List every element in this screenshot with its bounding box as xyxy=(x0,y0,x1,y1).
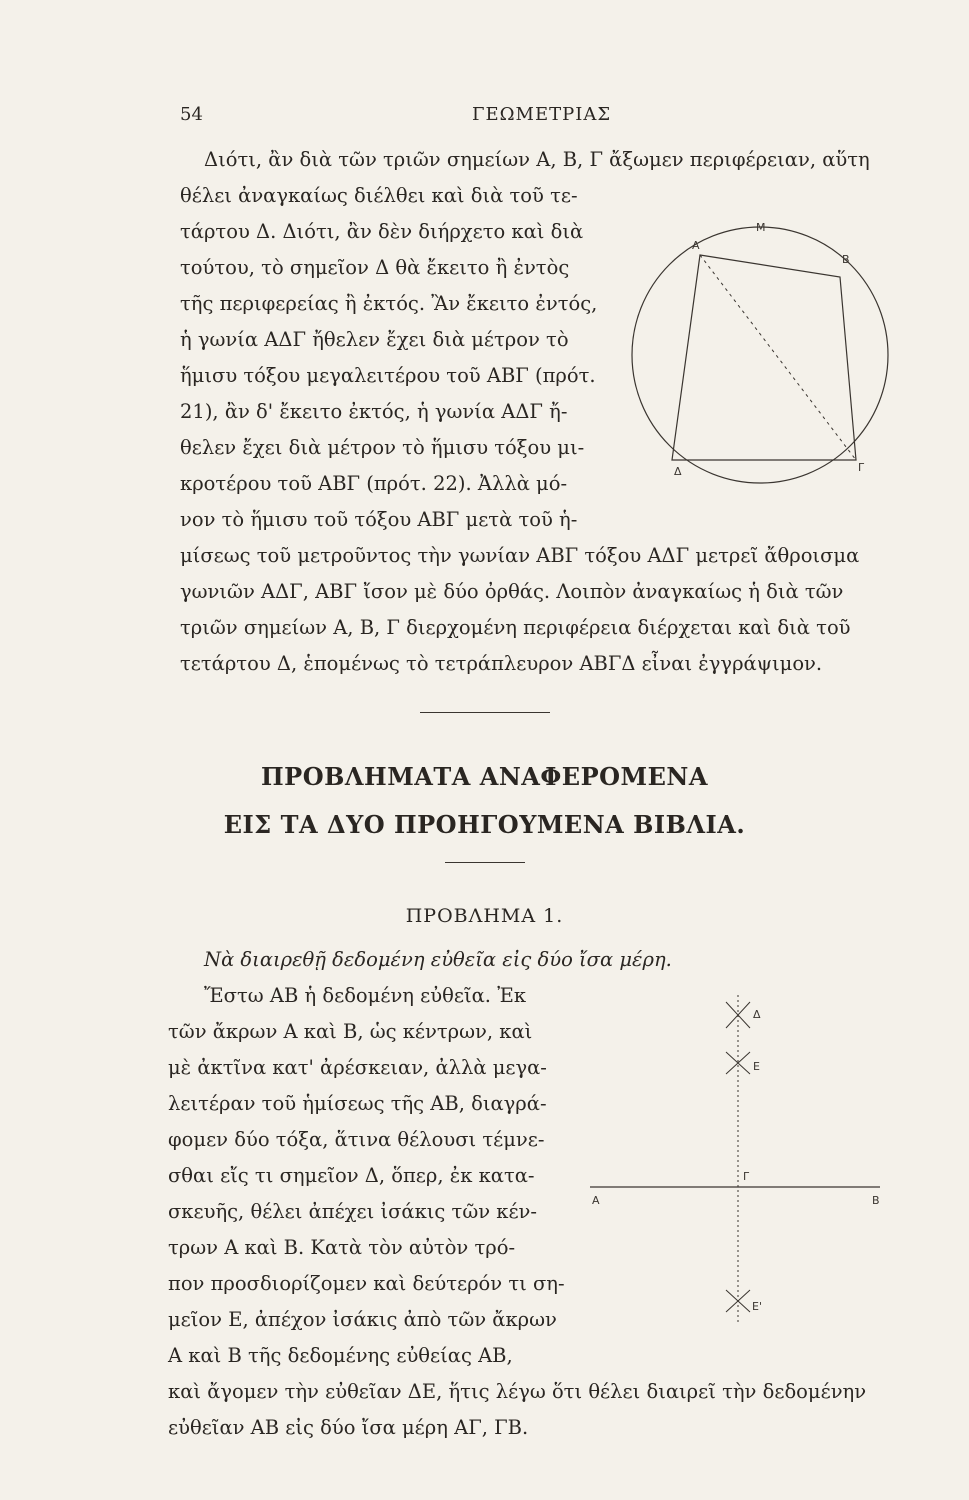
text-line: γωνιῶν ΑΔΓ, ΑΒΓ ἴσον μὲ δύο ὀρθάς. Λοιπὸν ἀναγκαίως ἡ διὰ τῶν xyxy=(180,580,844,603)
section-title: ΠΡΟΒΛΗΜΑΤΑ ΑΝΑΦΕΡΟΜΕΝΑ xyxy=(261,762,708,791)
problem-heading: ΠΡΟΒΛΗΜΑ 1. xyxy=(405,905,564,927)
quadrilateral-shape xyxy=(672,255,856,460)
fig2-label-b: Β xyxy=(872,1194,880,1207)
running-head: ΓΕΩΜΕΤΡΙΑΣ xyxy=(472,104,612,125)
text-line: 21), ἂν δ' ἔκειτο ἐκτός, ἡ γωνία ΑΔΓ ἤ- xyxy=(180,400,568,423)
text-line: θέλει ἀναγκαίως διέλθει καὶ διὰ τοῦ τε- xyxy=(180,184,578,207)
text-line: μὲ ἀκτῖνα κατ' ἀρέσκειαν, ἀλλὰ μεγα- xyxy=(168,1056,547,1079)
fig2-label-e: Ε xyxy=(753,1060,760,1073)
page-number: 54 xyxy=(180,104,203,125)
fig2-label-g: Γ xyxy=(743,1170,750,1183)
text-line: Α καὶ Β τῆς δεδομένης εὐθείας ΑΒ, xyxy=(168,1344,513,1367)
fig1-label-a: Α xyxy=(692,239,700,252)
text-line: τάρτου Δ. Διότι, ἂν δὲν διήρχετο καὶ διὰ xyxy=(180,220,584,243)
section-subtitle: ΕΙΣ ΤΑ ΔΥΟ ΠΡΟΗΓΟΥΜΕΝΑ ΒΙΒΛΙΑ. xyxy=(223,810,746,839)
text-line: λειτέραν τοῦ ἡμίσεως τῆς ΑΒ, διαγρά- xyxy=(168,1092,547,1115)
text-line: μεῖον Ε, ἀπέχον ἰσάκις ἀπὸ τῶν ἄκρων xyxy=(168,1308,557,1331)
text-line: Ἔστω ΑΒ ἡ δεδομένη εὐθεῖα. Ἐκ xyxy=(204,984,527,1007)
text-line: πον προσδιορίζομεν καὶ δεύτερόν τι ση- xyxy=(168,1272,565,1295)
text-line: κροτέρου τοῦ ΑΒΓ (πρότ. 22). Ἀλλὰ μό- xyxy=(180,472,568,495)
fig1-label-g: Γ xyxy=(858,461,865,474)
text-line: τῶν ἄκρων Α καὶ Β, ὡς κέντρων, καὶ xyxy=(168,1020,533,1043)
text-line: εὐθεῖαν ΑΒ εἰς δύο ἴσα μέρη ΑΓ, ΓΒ. xyxy=(168,1416,529,1439)
fig2-label-a: Α xyxy=(592,1194,600,1207)
text-line: τῆς περιφερείας ἢ ἐκτός. Ἂν ἔκειτο ἐντός, xyxy=(180,292,598,315)
circle-shape xyxy=(632,227,888,483)
text-line: τετάρτου Δ, ἑπομένως τὸ τετράπλευρον ΑΒΓΔ εἶναι ἐγγράψιμον. xyxy=(180,652,823,675)
text-line: ἡ γωνία ΑΔΓ ἤθελεν ἔχει διὰ μέτρον τὸ xyxy=(180,328,569,351)
text-line: μίσεως τοῦ μετροῦντος τὴν γωνίαν ΑΒΓ τόξου ΑΔΓ μετρεῖ ἄθροισμα xyxy=(180,544,860,567)
fig1-label-m: Μ xyxy=(756,221,766,234)
text-line: σθαι εἴς τι σημεῖον Δ, ὅπερ, ἐκ κατα- xyxy=(168,1164,535,1187)
figure-bisection xyxy=(580,990,900,1330)
text-line: Διότι, ἂν διὰ τῶν τριῶν σημείων Α, Β, Γ ἄξωμεν περιφέρειαν, αὕτη xyxy=(204,148,870,171)
text-line: καὶ ἄγομεν τὴν εὐθεῖαν ΔΕ, ἥτις λέγω ὅτι θέλει διαιρεῖ τὴν δεδομένην xyxy=(168,1380,867,1403)
fig1-label-d: Δ xyxy=(674,465,682,478)
figure-inscribed-quadrilateral xyxy=(630,215,900,495)
diagonal-line xyxy=(700,255,856,460)
text-line: θελεν ἔχει διὰ μέτρον τὸ ἥμισυ τόξου μι- xyxy=(180,436,585,459)
fig2-label-d: Δ xyxy=(753,1008,761,1021)
problem-statement: Νὰ διαιρεθῇ δεδομένη εὐθεῖα εἰς δύο ἴσα μέρη. xyxy=(204,948,672,971)
arc-cross-e2 xyxy=(726,1290,750,1312)
text-line: φομεν δύο τόξα, ἅτινα θέλουσι τέμνε- xyxy=(168,1128,545,1151)
text-line: ἥμισυ τόξου μεγαλειτέρου τοῦ ΑΒΓ (πρότ. xyxy=(180,364,596,387)
text-line: νον τὸ ἥμισυ τοῦ τόξου ΑΒΓ μετὰ τοῦ ἡ- xyxy=(180,508,578,531)
text-line: τριῶν σημείων Α, Β, Γ διερχομένη περιφέρεια διέρχεται καὶ διὰ τοῦ xyxy=(180,616,851,639)
text-line: τούτου, τὸ σημεῖον Δ θὰ ἔκειτο ἢ ἐντὸς xyxy=(180,256,570,279)
fig1-label-b: Β xyxy=(842,253,850,266)
text-line: τρων Α καὶ Β. Κατὰ τὸν αὐτὸν τρό- xyxy=(168,1236,516,1259)
section-divider xyxy=(445,862,525,863)
section-divider xyxy=(420,712,550,713)
text-line: σκευῆς, θέλει ἀπέχει ἰσάκις τῶν κέν- xyxy=(168,1200,538,1223)
fig2-label-e2: Ε' xyxy=(752,1300,762,1313)
